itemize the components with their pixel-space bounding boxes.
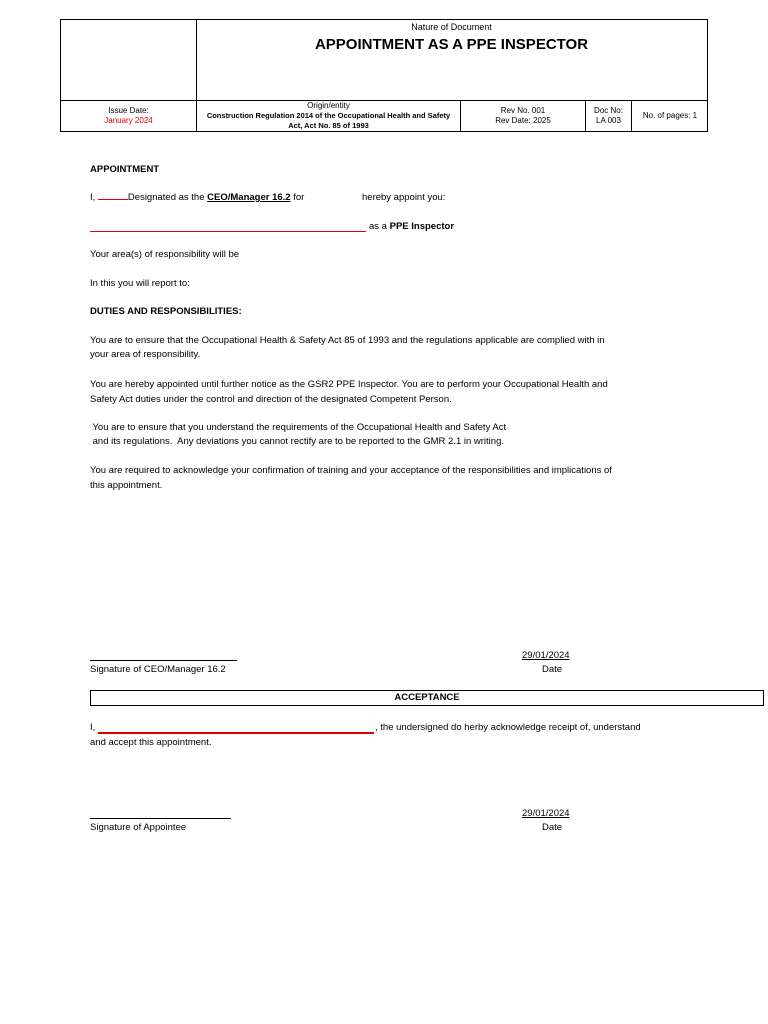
duty-paragraph-3-line-1: You are to ensure that you understand the requirements of the Occupational Health and Safety Act [90,422,507,433]
ceo-signature-line[interactable] [90,660,237,661]
acceptance-line-2: and accept this appointment. [90,737,212,748]
document-title: APPOINTMENT AS A PPE INSPECTOR [314,36,589,53]
duty-paragraph-3-line-2: and its regulations. Any deviations you cannot rectify are to be reported to the GMR 2.1 in writing. [90,436,505,447]
nature-of-document-label: Nature of Document [411,22,492,32]
acceptance-name-blank[interactable] [98,732,374,734]
hereby-appoint-text: hereby appoint you: [362,192,446,203]
appointee-name-blank[interactable] [90,231,366,232]
ceo-signature-date: 29/01/2024 [522,650,570,661]
duty-paragraph-1-line-2: your area of responsibility. [90,349,201,360]
appointee-signature-date: 29/01/2024 [522,808,570,819]
appointee-date-label: Date [542,822,563,833]
duty-paragraph-2-line-1: You are hereby appointed until further notice as the GSR2 PPE Inspector. You are to perform your Occupational Health and [90,379,608,390]
duty-paragraph-4-line-2: this appointment. [90,480,163,491]
duty-paragraph-4-line-1: You are required to acknowledge your confirmation of training and your acceptance of the responsibilities and implications of [90,465,612,476]
appointee-signature-line[interactable] [90,818,231,819]
ceo-date-label: Date [542,664,563,675]
acceptance-prefix: I, [90,722,96,733]
acceptance-heading-bar [90,690,764,706]
duty-paragraph-2-line-2: Safety Act duties under the control and direction of the designated Competent Person. [90,394,452,405]
origin-line-1: Construction Regulation 2014 of the Occupational Health and Safety [206,111,451,120]
doc-no-label: Doc No: [594,106,623,115]
designated-text: Designated as the [127,192,205,203]
appointer-prefix: I, [90,192,96,203]
document-header-table [60,19,708,132]
origin-label: Origin/entity [307,101,350,110]
as-ppe-inspector-line [369,219,454,234]
acceptance-heading: ACCEPTANCE [394,692,460,703]
ceo-signature-label: Signature of CEO/Manager 16.2 [90,664,226,675]
doc-no-value: LA 003 [596,116,621,125]
appointer-role: CEO/Manager 16.2 [207,192,291,203]
ppe-inspector-role: PPE Inspector [389,221,455,232]
appointer-name-blank[interactable] [98,190,128,200]
logo-cell [61,20,196,100]
areas-of-responsibility: Your area(s) of responsibility will be [90,249,240,260]
as-a-text: as a [369,221,387,232]
origin-line-2: Act, Act No. 85 of 1993 [288,121,369,130]
section-heading-appointment: APPOINTMENT [90,164,160,175]
report-to: In this you will report to: [90,278,190,289]
rev-no: Rev No. 001 [500,106,546,115]
appointer-line [90,190,304,205]
issue-date-label: Issue Date: [108,106,149,115]
appointee-signature-label: Signature of Appointee [90,822,187,833]
issue-date-value: January 2024 [104,116,153,125]
acceptance-line-1: , the undersigned do herby acknowledge receipt of, understand [375,722,641,733]
page-count: No. of pages: 1 [642,111,698,120]
section-heading-duties: DUTIES AND RESPONSIBILITIES: [90,306,242,317]
for-text: for [293,192,305,203]
duty-paragraph-1-line-1: You are to ensure that the Occupational Health & Safety Act 85 of 1993 and the regulations applicable are complied with in [90,335,605,346]
rev-date: Rev Date: 2025 [495,116,551,125]
